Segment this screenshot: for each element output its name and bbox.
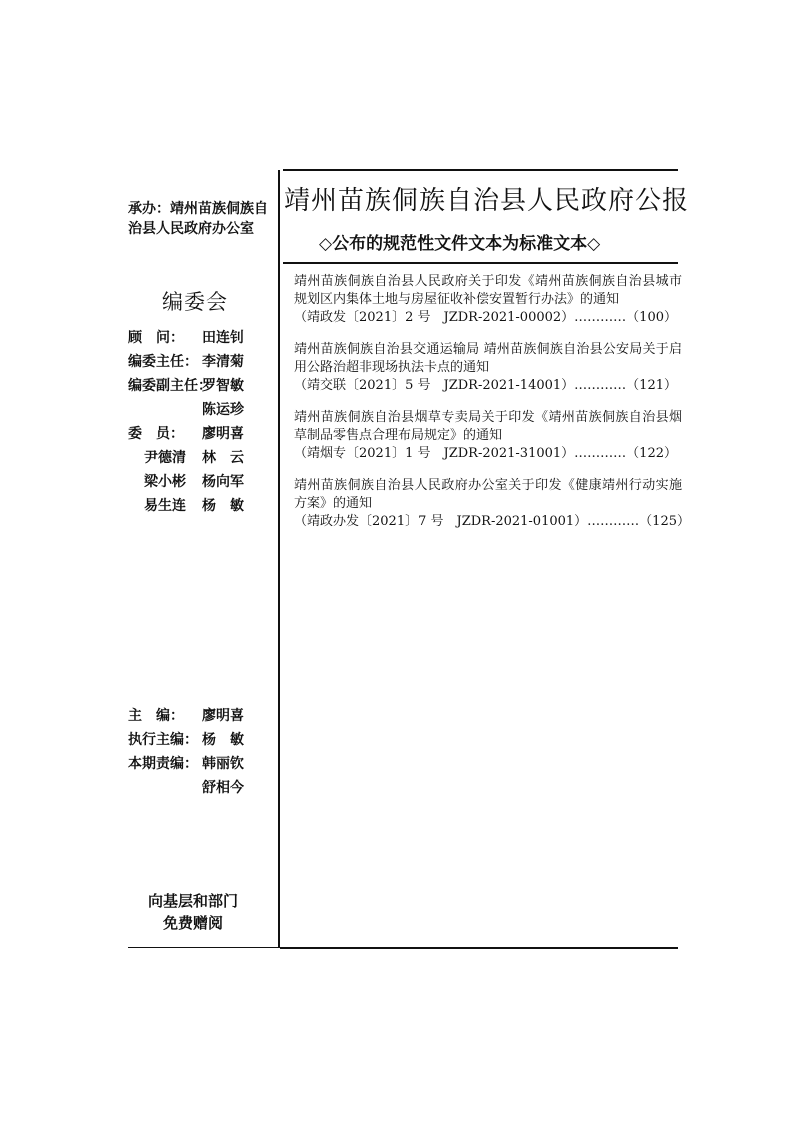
top-rule bbox=[283, 169, 678, 171]
toc-entry-ref: （靖政发〔2021〕2 号 JZDR-2021-00002）…………（100） bbox=[294, 310, 677, 325]
editors-roster bbox=[128, 704, 278, 800]
header-underline bbox=[283, 262, 678, 264]
roster-row: 编委主任： 李清菊 bbox=[128, 354, 244, 370]
roster-row: 梁小彬 杨向军 bbox=[144, 474, 244, 490]
toc-entry-title: 靖州苗族侗族自治县人民政府办公室关于印发《健康靖州行动实施方案》的通知 bbox=[294, 478, 682, 511]
roster-row: 编委副主任： 罗智敏 bbox=[128, 378, 244, 394]
vertical-rule bbox=[278, 170, 280, 948]
toc-entry-ref: （靖政办发〔2021〕7 号 JZDR-2021-01001）…………（125） bbox=[294, 514, 690, 529]
committee-roster bbox=[128, 326, 278, 518]
toc-entry[interactable] bbox=[294, 409, 682, 463]
bottom-rule-left bbox=[128, 947, 278, 948]
roster-row: 本期责编： 韩丽钦 bbox=[128, 756, 244, 772]
toc-entry-title: 靖州苗族侗族自治县人民政府关于印发《靖州苗族侗族自治县城市规划区内集体土地与房屋征收补偿安置暂行办法》的通知 bbox=[294, 274, 682, 307]
toc-entry-ref: （靖烟专〔2021〕1 号 JZDR-2021-31001）…………（122） bbox=[294, 446, 677, 461]
toc-entry-title: 靖州苗族侗族自治县烟草专卖局关于印发《靖州苗族侗族自治县烟草制品零售点合理布局规定》的通知 bbox=[294, 410, 682, 443]
distribution-note: 向基层和部门 免费赠阅 bbox=[147, 892, 238, 932]
organizer-text: 承办：靖州苗族侗族自治县人民政府办公室 bbox=[128, 201, 268, 237]
table-of-contents bbox=[294, 273, 690, 545]
toc-entry[interactable] bbox=[294, 341, 682, 395]
committee-heading: 编委会 bbox=[162, 290, 228, 314]
roster-row: 委 员： 廖明喜 bbox=[128, 426, 244, 442]
roster-row: 顾 问： 田连钊 bbox=[128, 330, 244, 346]
toc-entry[interactable] bbox=[294, 273, 682, 327]
roster-row: 易生连 杨 敏 bbox=[144, 498, 244, 514]
roster-row: 陈运珍 bbox=[202, 402, 244, 418]
gazette-subtitle: ◇公布的规范性文件文本为标准文本◇ bbox=[319, 234, 601, 254]
toc-entry-ref: （靖交联〔2021〕5 号 JZDR-2021-14001）…………（121） bbox=[294, 378, 677, 393]
roster-row: 主 编： 廖明喜 bbox=[128, 708, 244, 724]
roster-row: 尹德清 林 云 bbox=[144, 450, 244, 466]
roster-row: 执行主编： 杨 敏 bbox=[128, 732, 244, 748]
toc-entry-title: 靖州苗族侗族自治县交通运输局 靖州苗族侗族自治县公安局关于启用公路治超非现场执法卡点的通知 bbox=[294, 342, 682, 375]
gazette-title: 靖州苗族侗族自治县人民政府公报 bbox=[284, 186, 690, 216]
toc-entry[interactable] bbox=[294, 477, 690, 531]
bottom-rule-right bbox=[280, 947, 678, 949]
roster-row: 舒相今 bbox=[202, 780, 244, 796]
